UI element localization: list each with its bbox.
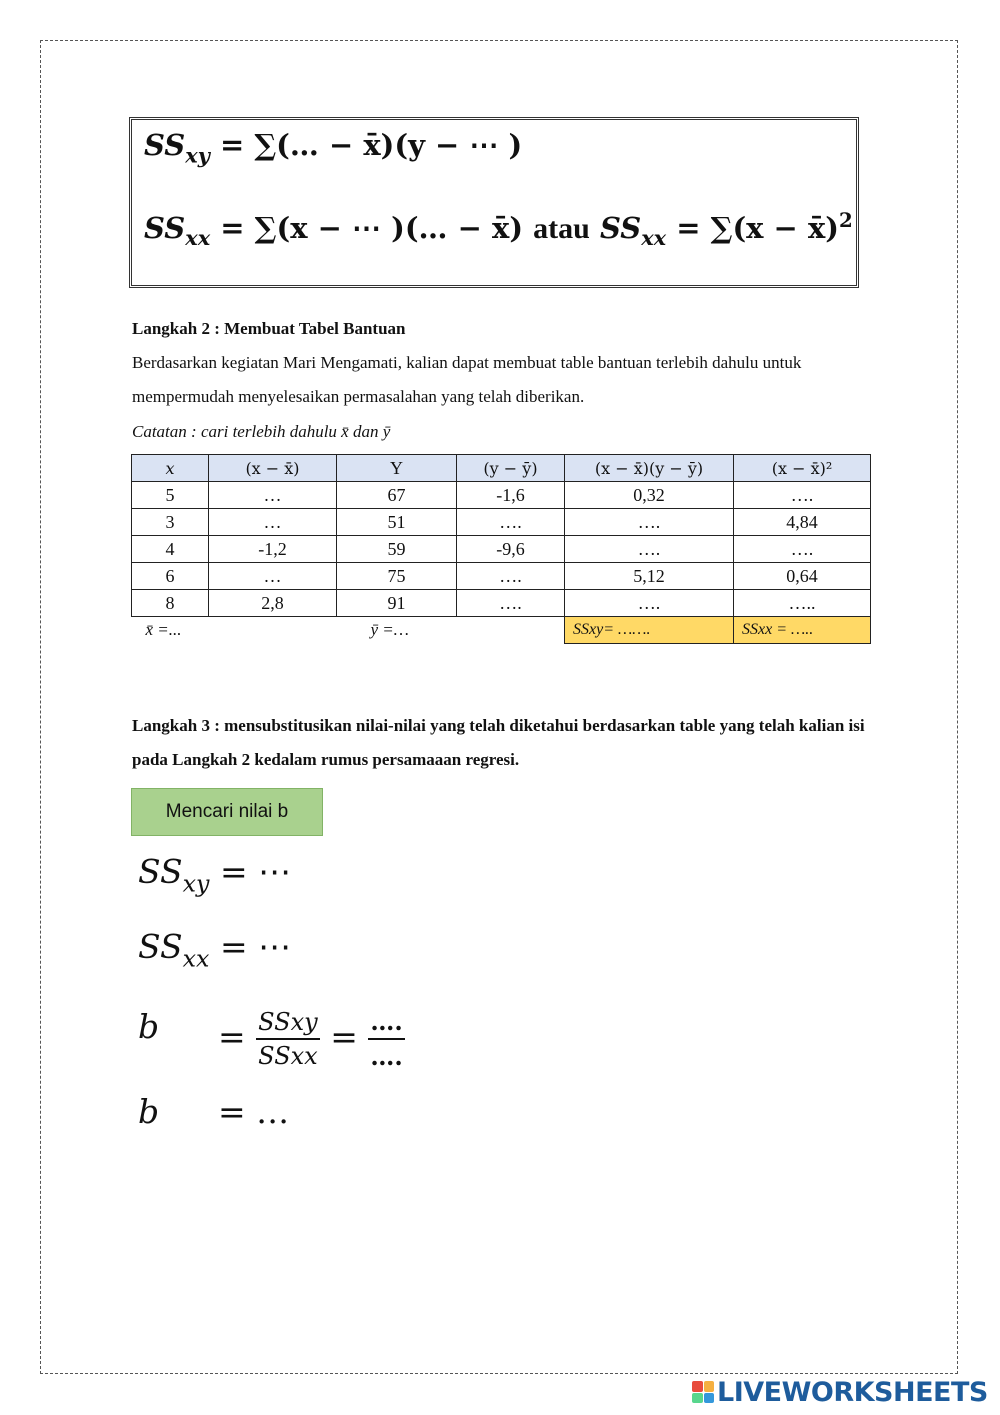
cell-x: 8 xyxy=(132,590,209,617)
table-footer-row xyxy=(132,617,871,644)
ss-fraction: $\frac{\text{SSxy}}{\text{SSxx}}$ xyxy=(258,1008,318,1070)
step2-note: Catatan : cari terlebih dahulu x̄ dan ȳ xyxy=(132,422,391,441)
table-row xyxy=(132,536,871,563)
cell-answer[interactable]: … xyxy=(209,563,337,590)
header-y-dev: (y − ȳ) xyxy=(457,455,565,482)
ssxx-formula: $SS_{xx} = \sum(x$ − ⋯ )(… − x̄) atau $SS_{xx} = \sum(x$ − x̄)$^2$ xyxy=(144,208,853,251)
step3-line1: Langkah 3 : mensubstitusikan nilai-nilai yang telah diketahui berdasarkan table yang telah kalian isi xyxy=(132,716,865,735)
cell-answer[interactable]: …. xyxy=(565,509,734,536)
find-b-button[interactable]: Mencari nilai b xyxy=(131,788,323,836)
cell-answer[interactable]: -1,6 xyxy=(457,482,565,509)
header-square: (x − x̄)² xyxy=(734,455,871,482)
b-answer[interactable]: = … xyxy=(218,1092,290,1131)
liveworksheets-logo: LIVEWORKSHEETS xyxy=(692,1377,988,1407)
ssxy-cell[interactable]: SSxy= ……. xyxy=(565,617,734,644)
formula-box xyxy=(129,117,859,288)
cell-x: 3 xyxy=(132,509,209,536)
helper-table xyxy=(131,454,871,644)
header-product: (x − x̄)(y − ȳ) xyxy=(565,455,734,482)
cell-answer[interactable]: ….. xyxy=(734,590,871,617)
cell-answer[interactable]: 4,84 xyxy=(734,509,871,536)
ssxx-equation: $SS_{xx}$ = ⋯ xyxy=(138,927,292,973)
cell-answer[interactable]: …. xyxy=(457,509,565,536)
cell-y: 67 xyxy=(337,482,457,509)
cell-answer[interactable]: …. xyxy=(457,563,565,590)
cell-y: 59 xyxy=(337,536,457,563)
cell-y: 75 xyxy=(337,563,457,590)
ssxy-answer[interactable]: = ⋯ xyxy=(219,852,292,891)
cell-y: 91 xyxy=(337,590,457,617)
cell-answer[interactable]: 0,64 xyxy=(734,563,871,590)
y-mean-cell[interactable]: ȳ =… xyxy=(370,620,409,640)
cell-answer[interactable]: 5,12 xyxy=(565,563,734,590)
step2-paragraph-line1: Berdasarkan kegiatan Mari Mengamati, kalian dapat membuat table bantuan terlebih dahulu untuk xyxy=(132,353,802,372)
table-row xyxy=(132,482,871,509)
answer-fraction[interactable]: $\frac{\dots.}{\dots.}$ xyxy=(370,1007,403,1071)
cell-answer[interactable]: 2,8 xyxy=(209,590,337,617)
ssxy-formula: $SS_{xy}$ = ∑(… − x̄)(y − ⋯ ) xyxy=(144,128,523,168)
cell-answer[interactable]: …. xyxy=(565,536,734,563)
table-row xyxy=(132,563,871,590)
header-x-dev: (x − x̄) xyxy=(209,455,337,482)
header-x: x xyxy=(132,455,209,482)
b-result-equation: b = … xyxy=(138,1092,290,1131)
cell-answer[interactable]: -1,2 xyxy=(209,536,337,563)
cell-x: 4 xyxy=(132,536,209,563)
ssxy-equation: $SS_{xy}$ = ⋯ xyxy=(138,852,292,898)
logo-grid-icon xyxy=(692,1381,714,1403)
step2-paragraph-line2: mempermudah menyelesaikan permasalahan yang telah diberikan. xyxy=(132,387,585,406)
x-mean-cell[interactable]: x̄ =... xyxy=(145,620,182,640)
step2-title: Langkah 2 : Membuat Tabel Bantuan xyxy=(132,319,406,338)
table-row xyxy=(132,509,871,536)
cell-x: 5 xyxy=(132,482,209,509)
cell-answer[interactable]: 0,32 xyxy=(565,482,734,509)
cell-answer[interactable]: …. xyxy=(565,590,734,617)
cell-answer[interactable]: …. xyxy=(734,482,871,509)
step3-line2: pada Langkah 2 kedalam rumus persamaaan regresi. xyxy=(132,750,520,769)
header-y: Y xyxy=(337,455,457,482)
cell-x: 6 xyxy=(132,563,209,590)
cell-answer[interactable]: … xyxy=(209,509,337,536)
cell-answer[interactable]: … xyxy=(209,482,337,509)
ssxx-answer[interactable]: = ⋯ xyxy=(219,927,292,966)
cell-answer[interactable]: …. xyxy=(734,536,871,563)
cell-answer[interactable]: …. xyxy=(457,590,565,617)
cell-answer[interactable]: -9,6 xyxy=(457,536,565,563)
ssxx-cell[interactable]: SSxx = ….. xyxy=(734,617,871,644)
table-header-row xyxy=(132,455,871,482)
cell-y: 51 xyxy=(337,509,457,536)
table-row xyxy=(132,590,871,617)
